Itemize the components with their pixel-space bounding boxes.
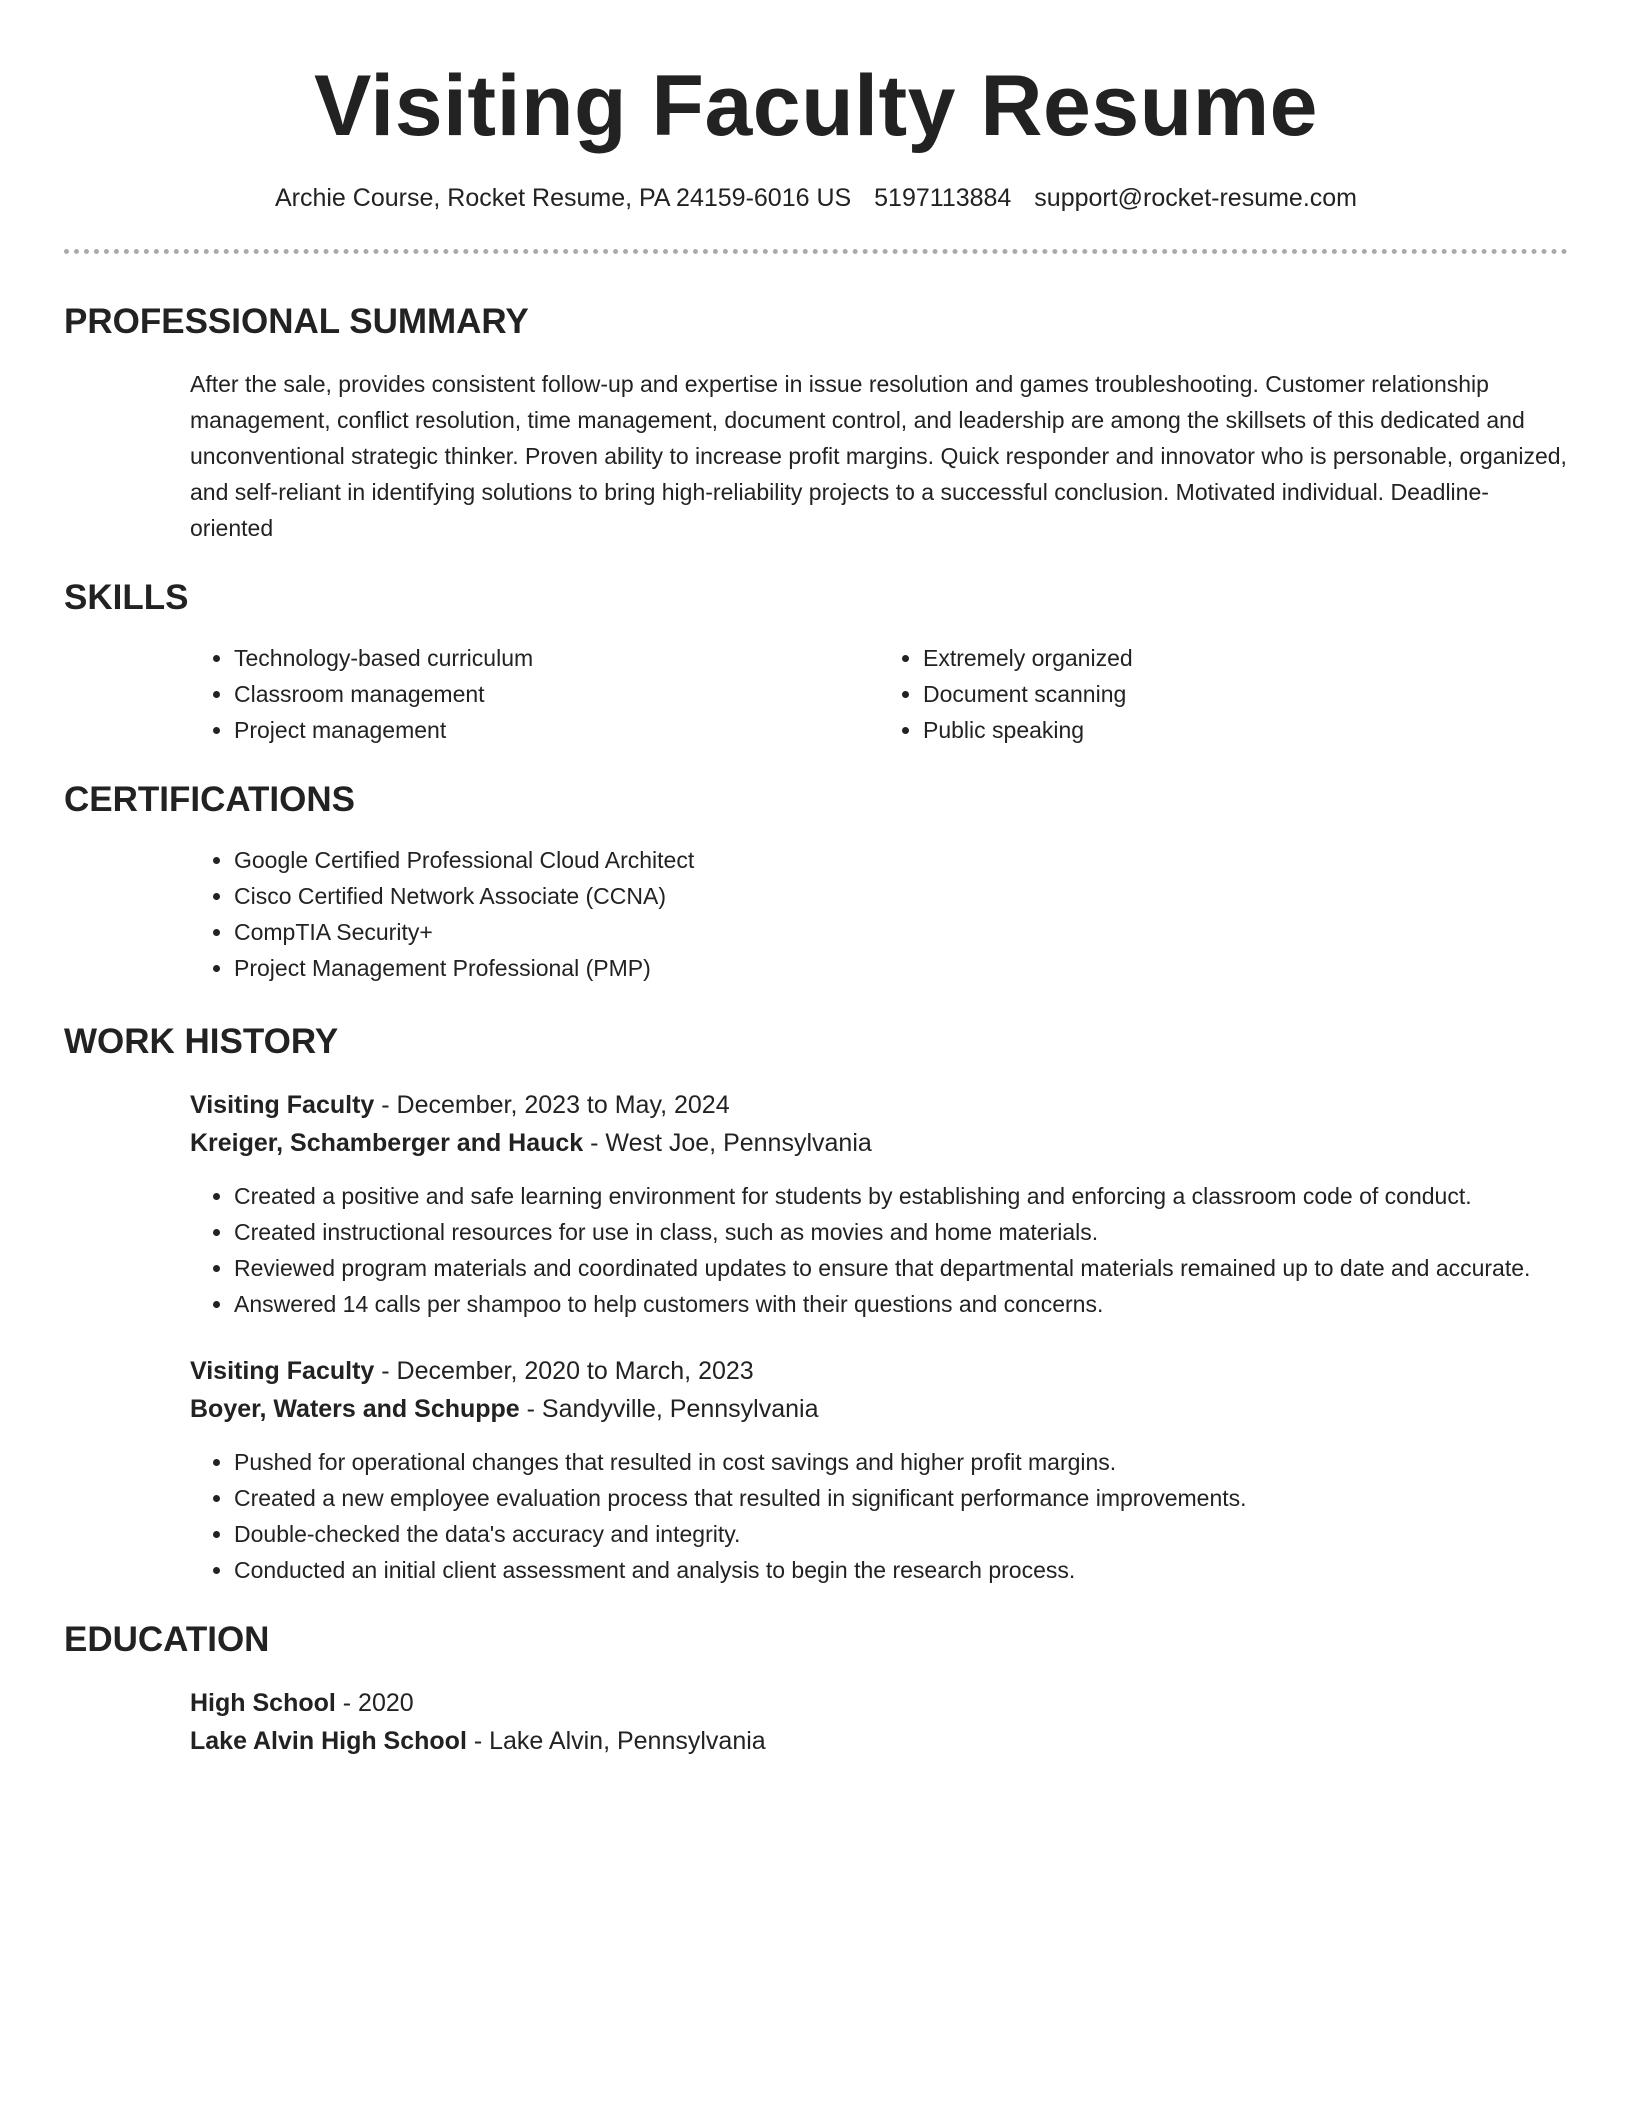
job-bullets	[190, 1444, 1568, 1588]
certification-item: • Project Management Professional (PMP)	[234, 950, 1568, 986]
skill-item: • Public speaking	[923, 712, 1568, 748]
work-history-heading: WORK HISTORY	[64, 1022, 339, 1061]
skills-grid	[190, 640, 1568, 748]
education-year: - 2020	[335, 1689, 414, 1717]
job-bullet: • Created a positive and safe learning environment for students by establishing and enforcing a classroom code of conduct.	[234, 1178, 1568, 1214]
education-section	[64, 1620, 1568, 1760]
contact-address: Archie Course, Rocket Resume, PA 24159-6016 US	[274, 184, 852, 212]
certification-item: • Google Certified Professional Cloud Architect	[234, 842, 1568, 878]
work-history-section	[64, 1022, 1568, 1588]
education-degree: High School	[190, 1689, 336, 1717]
job-location: - Sandyville, Pennsylvania	[519, 1395, 819, 1423]
skill-item: • Document scanning	[923, 676, 1568, 712]
skill-item: • Classroom management	[234, 676, 879, 712]
education-school: Lake Alvin High School	[190, 1727, 467, 1755]
job-bullets	[190, 1178, 1568, 1322]
skills-list-left	[190, 640, 879, 748]
job-title-line	[190, 1352, 1568, 1390]
contact-email: support@rocket-resume.com	[1034, 184, 1358, 212]
skills-section	[64, 578, 1568, 748]
summary-heading: PROFESSIONAL SUMMARY	[64, 302, 529, 341]
job-bullet: • Created instructional resources for use in class, such as movies and home materials.	[234, 1214, 1568, 1250]
job-bullet: • Reviewed program materials and coordinated updates to ensure that departmental materials remained up to date and accurate.	[234, 1250, 1568, 1286]
job-bullet: • Conducted an initial client assessment and analysis to begin the research process.	[234, 1552, 1568, 1588]
skill-item: • Technology-based curriculum	[234, 640, 879, 676]
job-company: Boyer, Waters and Schuppe	[190, 1395, 520, 1423]
job-title-line	[190, 1086, 1568, 1124]
header-divider	[64, 249, 1568, 254]
certification-item: • Cisco Certified Network Associate (CCNA)	[234, 878, 1568, 914]
certifications-section	[64, 780, 1568, 986]
education-school-line	[190, 1722, 1568, 1760]
skill-item: • Project management	[234, 712, 879, 748]
skill-item: • Extremely organized	[923, 640, 1568, 676]
job-location: - West Joe, Pennsylvania	[583, 1129, 872, 1157]
summary-section	[64, 302, 1568, 546]
contact-line	[64, 182, 1568, 214]
job-bullet: • Answered 14 calls per shampoo to help customers with their questions and concerns.	[234, 1286, 1568, 1322]
job-bullet: • Double-checked the data's accuracy and integrity.	[234, 1516, 1568, 1552]
job-title: Visiting Faculty	[190, 1357, 375, 1385]
contact-phone: 5197113884	[874, 184, 1012, 212]
resume-title: Visiting Faculty Resume	[314, 58, 1318, 154]
job-title: Visiting Faculty	[190, 1091, 375, 1119]
job-dates: - December, 2023 to May, 2024	[374, 1091, 730, 1119]
job-bullet: • Pushed for operational changes that resulted in cost savings and higher profit margins.	[234, 1444, 1568, 1480]
job-entry	[190, 1352, 1568, 1588]
skills-heading: SKILLS	[64, 578, 189, 617]
certifications-heading: CERTIFICATIONS	[64, 780, 356, 819]
certification-item: • CompTIA Security+	[234, 914, 1568, 950]
resume-page	[64, 0, 1568, 1760]
job-company-line	[190, 1390, 1568, 1428]
education-degree-line	[190, 1684, 1568, 1722]
education-location: - Lake Alvin, Pennsylvania	[466, 1727, 766, 1755]
job-company: Kreiger, Schamberger and Hauck	[190, 1129, 584, 1157]
skills-list-right	[879, 640, 1568, 748]
job-bullet: • Created a new employee evaluation process that resulted in significant performance improvements.	[234, 1480, 1568, 1516]
summary-text: After the sale, provides consistent follow-up and expertise in issue resolution and games troubleshooting. Customer relationship management, conflict resolution, time management, document control, and leadership are among the skillsets of this dedicated and unconventional strategic thinker. Proven ability to increase profit margins. Quick responder and innovator who is personable, organized, and self-reliant in identifying solutions to bring high-reliability projects to a successful conclusion. Motivated individual. Deadline-oriented	[190, 371, 1567, 541]
job-company-line	[190, 1124, 1568, 1162]
certifications-list	[190, 842, 1568, 986]
education-heading: EDUCATION	[64, 1620, 270, 1659]
job-dates: - December, 2020 to March, 2023	[374, 1357, 754, 1385]
job-entry	[190, 1086, 1568, 1322]
